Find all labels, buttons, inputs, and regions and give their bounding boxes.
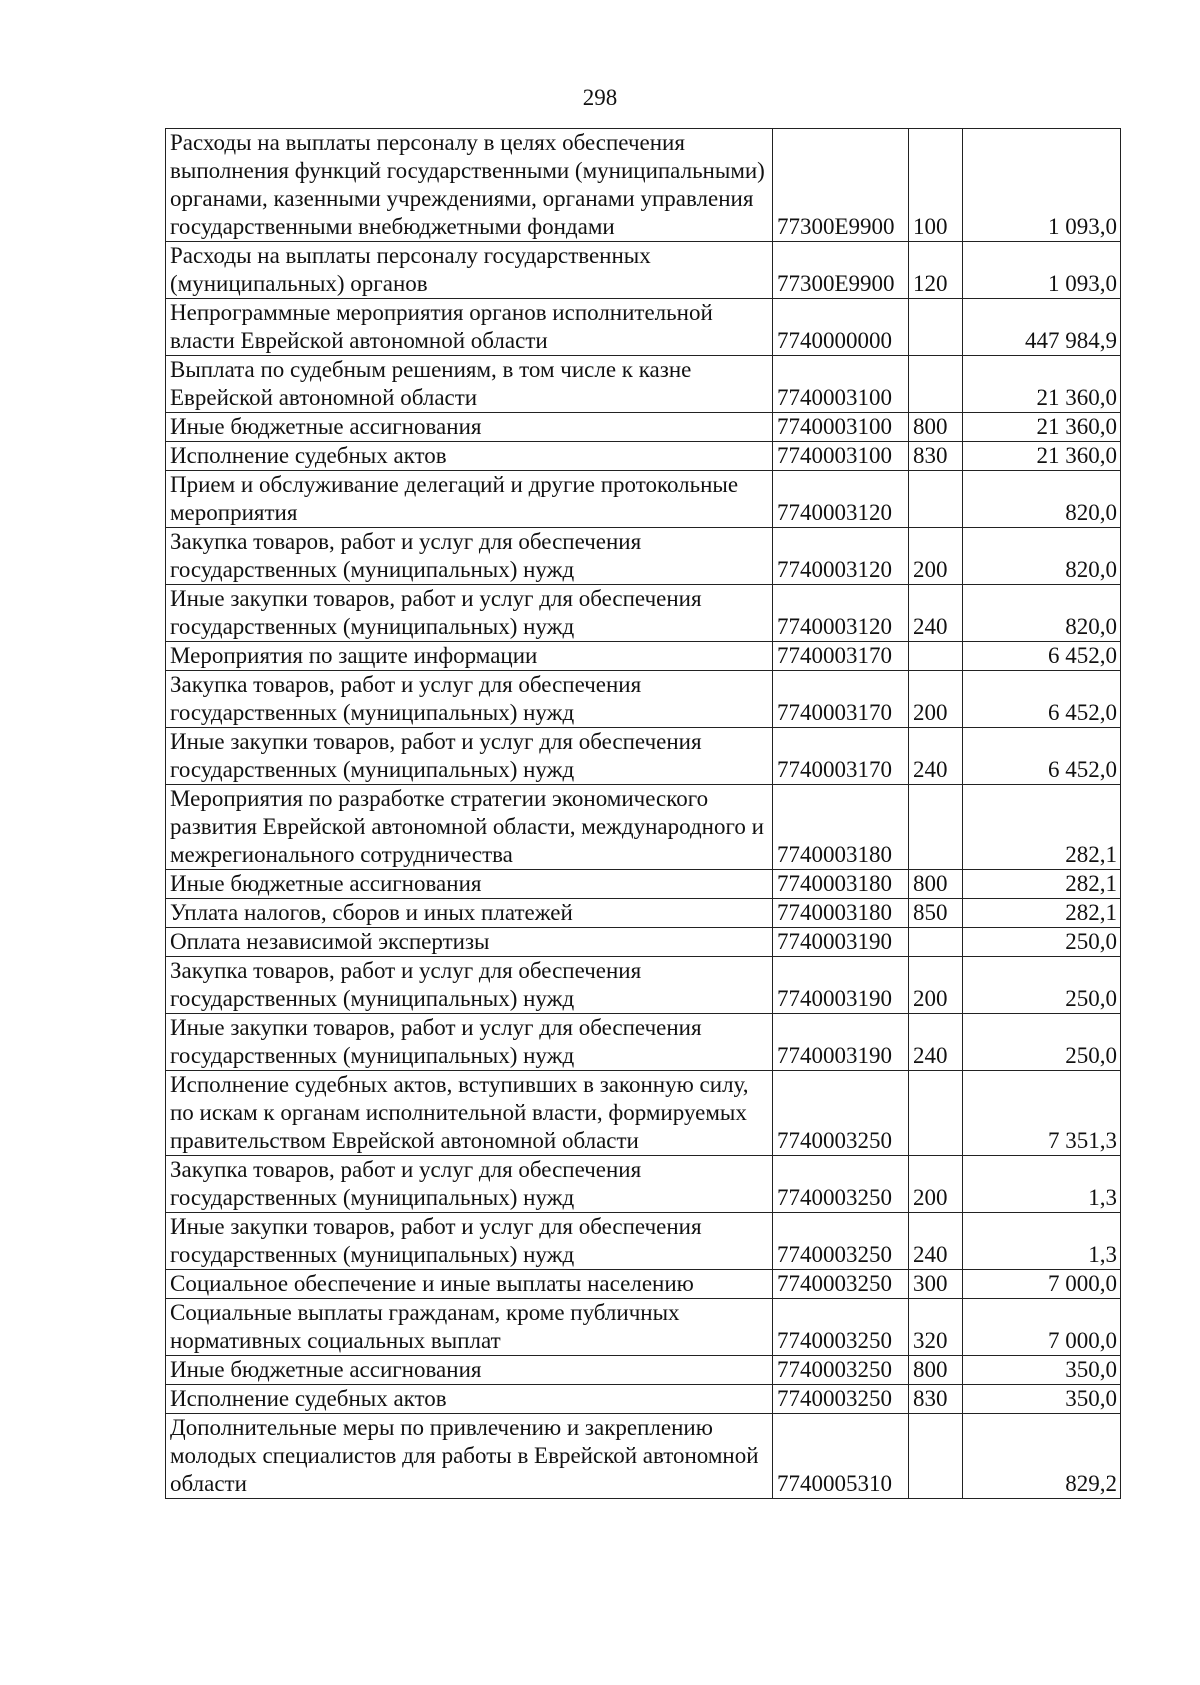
expense-type-cell: 200 [909,957,963,1014]
table-row [166,242,1121,299]
target-code-cell: 7740003250 [773,1156,909,1213]
table-row [166,471,1121,528]
expense-type-cell: 200 [909,671,963,728]
target-code-cell: 7740003100 [773,413,909,442]
amount-cell: 7 000,0 [963,1299,1121,1356]
amount-cell: 350,0 [963,1356,1121,1385]
expense-name-cell: Исполнение судебных актов, вступивших в законную силу, по искам к органам исполнительной власти, формируемых правительством Еврейской автономной области [166,1071,773,1156]
expense-name-cell: Расходы на выплаты персоналу в целях обеспечения выполнения функций государственными (муниципальными) органами, казенными учреждениями, органами управления государственными внебюджетными фондами [166,129,773,242]
expense-name-cell: Иные закупки товаров, работ и услуг для обеспечения государственных (муниципальных) нужд [166,585,773,642]
amount-cell: 1,3 [963,1156,1121,1213]
table-row [166,299,1121,356]
expense-type-cell: 100 [909,129,963,242]
table-row [166,870,1121,899]
target-code-cell: 7740003120 [773,471,909,528]
table-row [166,1270,1121,1299]
table-row [166,585,1121,642]
expense-name-cell: Дополнительные меры по привлечению и закреплению молодых специалистов для работы в Еврейской автономной области [166,1414,773,1499]
table-row [166,442,1121,471]
expense-type-cell: 850 [909,899,963,928]
table-row [166,1385,1121,1414]
amount-cell: 282,1 [963,899,1121,928]
table-row [166,1014,1121,1071]
table-row [166,899,1121,928]
amount-cell: 1 093,0 [963,242,1121,299]
expense-type-cell: 300 [909,1270,963,1299]
expense-name-cell: Уплата налогов, сборов и иных платежей [166,899,773,928]
expense-type-cell: 120 [909,242,963,299]
target-code-cell: 7740003170 [773,671,909,728]
expense-type-cell: 240 [909,585,963,642]
target-code-cell: 7740003170 [773,642,909,671]
table-row [166,928,1121,957]
amount-cell: 21 360,0 [963,442,1121,471]
expense-type-cell [909,356,963,413]
expense-name-cell: Мероприятия по защите информации [166,642,773,671]
expense-type-cell [909,1071,963,1156]
expense-type-cell: 320 [909,1299,963,1356]
expense-name-cell: Иные бюджетные ассигнования [166,1356,773,1385]
target-code-cell: 7740000000 [773,299,909,356]
expense-type-cell: 200 [909,528,963,585]
target-code-cell: 7740003190 [773,957,909,1014]
target-code-cell: 7740005310 [773,1414,909,1499]
expense-type-cell: 240 [909,1213,963,1270]
expense-type-cell: 800 [909,1356,963,1385]
target-code-cell: 7740003100 [773,442,909,471]
page-number: 298 [582,85,618,110]
table-row [166,728,1121,785]
expense-name-cell: Выплата по судебным решениям, в том числе к казне Еврейской автономной области [166,356,773,413]
expense-type-cell [909,928,963,957]
target-code-cell: 7740003250 [773,1270,909,1299]
target-code-cell: 7740003250 [773,1385,909,1414]
expense-type-cell [909,1414,963,1499]
expense-name-cell: Иные бюджетные ассигнования [166,413,773,442]
expense-name-cell: Иные закупки товаров, работ и услуг для обеспечения государственных (муниципальных) нужд [166,728,773,785]
table-row [166,129,1121,242]
table-row [166,1071,1121,1156]
amount-cell: 829,2 [963,1414,1121,1499]
expense-name-cell: Иные закупки товаров, работ и услуг для обеспечения государственных (муниципальных) нужд [166,1014,773,1071]
target-code-cell: 77300E9900 [773,129,909,242]
table-row [166,1299,1121,1356]
expense-name-cell: Закупка товаров, работ и услуг для обеспечения государственных (муниципальных) нужд [166,528,773,585]
expense-name-cell: Иные бюджетные ассигнования [166,870,773,899]
expense-name-cell: Прием и обслуживание делегаций и другие протокольные мероприятия [166,471,773,528]
expense-type-cell: 240 [909,1014,963,1071]
amount-cell: 447 984,9 [963,299,1121,356]
target-code-cell: 7740003250 [773,1299,909,1356]
amount-cell: 6 452,0 [963,671,1121,728]
target-code-cell: 7740003180 [773,870,909,899]
expense-name-cell: Оплата независимой экспертизы [166,928,773,957]
expense-type-cell: 800 [909,413,963,442]
amount-cell: 6 452,0 [963,642,1121,671]
table-row [166,957,1121,1014]
table-row [166,356,1121,413]
expense-name-cell: Расходы на выплаты персоналу государственных (муниципальных) органов [166,242,773,299]
amount-cell: 350,0 [963,1385,1121,1414]
target-code-cell: 77300E9900 [773,242,909,299]
amount-cell: 250,0 [963,928,1121,957]
amount-cell: 6 452,0 [963,728,1121,785]
table-row [166,1414,1121,1499]
table-row [166,528,1121,585]
target-code-cell: 7740003170 [773,728,909,785]
target-code-cell: 7740003250 [773,1356,909,1385]
target-code-cell: 7740003120 [773,528,909,585]
amount-cell: 250,0 [963,1014,1121,1071]
expense-type-cell [909,471,963,528]
expense-name-cell: Закупка товаров, работ и услуг для обеспечения государственных (муниципальных) нужд [166,1156,773,1213]
amount-cell: 1,3 [963,1213,1121,1270]
expense-name-cell: Исполнение судебных актов [166,1385,773,1414]
expense-name-cell: Закупка товаров, работ и услуг для обеспечения государственных (муниципальных) нужд [166,957,773,1014]
table-row [166,642,1121,671]
amount-cell: 1 093,0 [963,129,1121,242]
amount-cell: 282,1 [963,870,1121,899]
expense-type-cell: 830 [909,442,963,471]
expense-name-cell: Социальные выплаты гражданам, кроме публичных нормативных социальных выплат [166,1299,773,1356]
target-code-cell: 7740003250 [773,1213,909,1270]
expense-type-cell [909,642,963,671]
expense-type-cell: 200 [909,1156,963,1213]
amount-cell: 7 000,0 [963,1270,1121,1299]
amount-cell: 820,0 [963,528,1121,585]
expense-name-cell: Непрограммные мероприятия органов исполнительной власти Еврейской автономной области [166,299,773,356]
target-code-cell: 7740003120 [773,585,909,642]
target-code-cell: 7740003190 [773,928,909,957]
expense-name-cell: Мероприятия по разработке стратегии экономического развития Еврейской автономной области, международного и межрегионального сотрудничества [166,785,773,870]
expense-name-cell: Социальное обеспечение и иные выплаты населению [166,1270,773,1299]
expense-name-cell: Исполнение судебных актов [166,442,773,471]
budget-table [165,128,1121,1499]
target-code-cell: 7740003250 [773,1071,909,1156]
expense-type-cell: 830 [909,1385,963,1414]
target-code-cell: 7740003180 [773,785,909,870]
expense-type-cell [909,785,963,870]
amount-cell: 21 360,0 [963,356,1121,413]
table-row [166,785,1121,870]
amount-cell: 820,0 [963,585,1121,642]
table-row [166,413,1121,442]
target-code-cell: 7740003190 [773,1014,909,1071]
expense-type-cell: 800 [909,870,963,899]
table-row [166,671,1121,728]
target-code-cell: 7740003180 [773,899,909,928]
amount-cell: 250,0 [963,957,1121,1014]
amount-cell: 7 351,3 [963,1071,1121,1156]
expense-type-cell [909,299,963,356]
amount-cell: 21 360,0 [963,413,1121,442]
expense-type-cell: 240 [909,728,963,785]
amount-cell: 282,1 [963,785,1121,870]
expense-name-cell: Иные закупки товаров, работ и услуг для обеспечения государственных (муниципальных) нужд [166,1213,773,1270]
table-row [166,1213,1121,1270]
expense-name-cell: Закупка товаров, работ и услуг для обеспечения государственных (муниципальных) нужд [166,671,773,728]
table-row [166,1156,1121,1213]
table-row [166,1356,1121,1385]
budget-table-body [166,129,1121,1499]
target-code-cell: 7740003100 [773,356,909,413]
amount-cell: 820,0 [963,471,1121,528]
